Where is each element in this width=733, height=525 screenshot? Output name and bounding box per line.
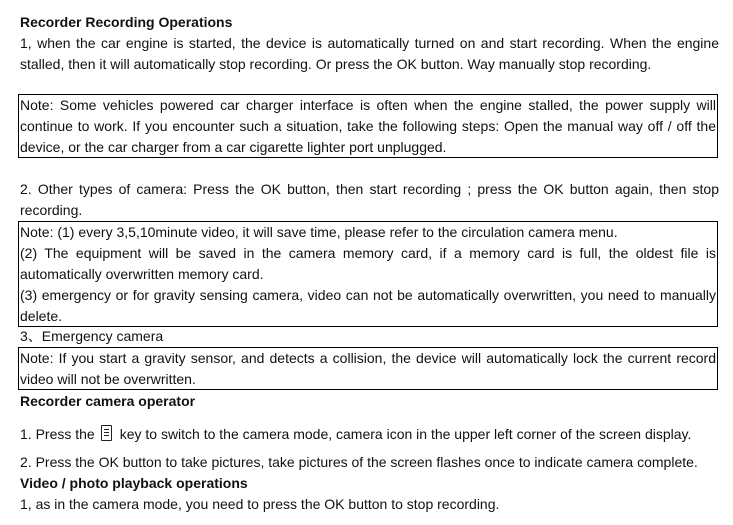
camera-paragraph-1 [20,424,719,445]
section-heading-recording: Recorder Recording Operations [20,14,233,30]
camera-paragraph-2: 2. Press the OK button to take pictures, take pictures of the screen flashes once to indicate camera complete. [20,454,698,470]
playback-paragraph-1: 1, as in the camera mode, you need to press the OK button to stop recording. [20,496,500,512]
recording-paragraph-2: 2. Other types of camera: Press the OK button, then start recording ; press the OK button again, then stop recording. [20,181,719,218]
note-line-1: Note: (1) every 3,5,10minute video, it will save time, please refer to the circulation camera menu. [20,224,618,240]
section-heading-playback: Video / photo playback operations [20,475,248,491]
note-text-gravity-sensor: Note: If you start a gravity sensor, and detects a collision, the device will automatically lock the current record video will not be overwritten. [20,350,716,387]
menu-key-icon [101,425,112,441]
recording-paragraph-1: 1, when the car engine is started, the device is automatically turned on and start recording. When the engine stalled, then it will automatically stop recording. Or press the OK button. Way manually stop recording. [20,35,719,72]
note-box-loop-recording [18,221,718,327]
emergency-camera-label: 3、Emergency camera [20,328,164,344]
camera-p1-after: key to switch to the camera mode, camera icon in the upper left corner of the screen display. [119,426,692,442]
camera-p1-before: 1. Press the [20,426,95,442]
note-box-power-supply [18,94,718,158]
section-heading-camera: Recorder camera operator [20,393,196,409]
note-box-gravity-sensor [18,347,718,390]
note-text-power-supply: Note: Some vehicles powered car charger interface is often when the engine stalled, the power supply will continue to work. If you encounter such a situation, take the following steps: Open the manual way off / off the device, or the car charger from a car cigarette lighter port unplugged. [20,97,716,155]
note-line-3: (3) emergency or for gravity sensing camera, video can not be automatically overwritten, you need to manually delete. [20,287,716,324]
note-line-2: (2) The equipment will be saved in the camera memory card, if a memory card is full, the oldest file is automatically overwritten memory card. [20,245,716,282]
